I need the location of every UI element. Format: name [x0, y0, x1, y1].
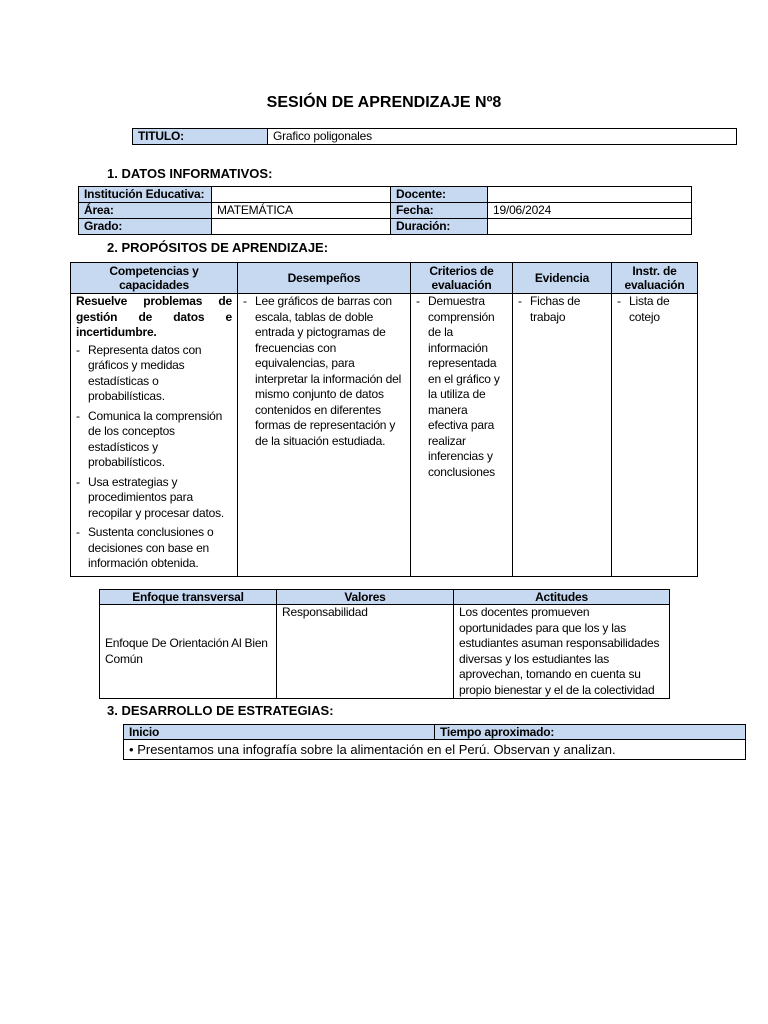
bullet-icon: •: [129, 742, 134, 757]
fecha-label: Fecha:: [391, 203, 488, 219]
capacidad-item: - Comunica la comprensión de los conceptos estadísticos y probabilísticos.: [76, 409, 232, 471]
evidencia-text: - Fichas de trabajo: [518, 294, 606, 325]
fecha-value: 19/06/2024: [488, 203, 692, 219]
section-estrategias: 3. DESARROLLO DE ESTRATEGIAS:: [107, 703, 334, 718]
header-enfoque: Enfoque transversal: [100, 590, 277, 605]
propositos-table: [70, 262, 698, 577]
docente-label: Docente:: [391, 187, 488, 203]
duracion-label: Duración:: [391, 219, 488, 235]
enfoque-table: [99, 589, 670, 699]
titulo-value: Grafico poligonales: [268, 129, 737, 145]
titulo-label: TITULO:: [133, 129, 268, 145]
estrategias-table: [123, 724, 746, 760]
titulo-table: [132, 128, 737, 145]
grado-label: Grado:: [79, 219, 212, 235]
capacidades-list: [76, 343, 232, 572]
header-actitudes: Actitudes: [454, 590, 670, 605]
competencia-title: Resuelve problemas de gestión de datos e incertidumbre.: [76, 294, 232, 339]
header-evidencia: Evidencia: [513, 263, 612, 294]
actitud-value: Los docentes promueven oportunidades para que los y las estudiantes asuman responsabilidades diversas y los estudiantes las aprovechan, tomando en cuenta su propio bienestar y el de la colectividad: [454, 605, 670, 699]
header-criterios: Criterios de evaluación: [411, 263, 513, 294]
header-instrumento: Instr. de evaluación: [612, 263, 698, 294]
institucion-value: [212, 187, 391, 203]
institucion-label: Institución Educativa:: [79, 187, 212, 203]
area-value: MATEMÁTICA: [212, 203, 391, 219]
desempeno-text: - Lee gráficos de barras con escala, tablas de doble entrada y pictogramas de frecuencias con equivalencias, para interpretar la información del mismo conjunto de datos contenidos en diferentes formas de representación y de la situación estudiada.: [243, 294, 405, 449]
inicio-label: Inicio: [124, 725, 435, 740]
duracion-value: [488, 219, 692, 235]
capacidad-item: - Sustenta conclusiones o decisiones con base en información obtenida.: [76, 525, 232, 572]
docente-value: [488, 187, 692, 203]
criterio-text: - Demuestra comprensión de la información representada en el gráfico y la utiliza de manera efectiva para realizar inferencias y conclusiones: [416, 294, 507, 480]
enfoque-value: Enfoque De Orientación Al Bien Común: [100, 605, 277, 699]
instrumento-text: - Lista de cotejo: [617, 294, 692, 325]
section-datos-informativos: 1. DATOS INFORMATIVOS:: [107, 166, 273, 181]
datos-table: [78, 186, 692, 235]
valor-value: Responsabilidad: [277, 605, 454, 699]
grado-value: [212, 219, 391, 235]
section-propositos: 2. PROPÓSITOS DE APRENDIZAJE:: [107, 240, 329, 255]
capacidad-item: - Representa datos con gráficos y medidas estadísticas o probabilísticas.: [76, 343, 232, 405]
header-desempenos: Desempeños: [238, 263, 411, 294]
capacidad-item: - Usa estrategias y procedimientos para recopilar y procesar datos.: [76, 475, 232, 522]
header-valores: Valores: [277, 590, 454, 605]
page-title: SESIÓN DE APRENDIZAJE Nº8: [266, 94, 502, 111]
header-competencias: Competencias y capacidades: [71, 263, 238, 294]
tiempo-label: Tiempo aproximado:: [435, 725, 746, 740]
area-label: Área:: [79, 203, 212, 219]
estrategia-item: Presentamos una infografía sobre la alimentación en el Perú. Observan y analizan.: [137, 742, 616, 757]
